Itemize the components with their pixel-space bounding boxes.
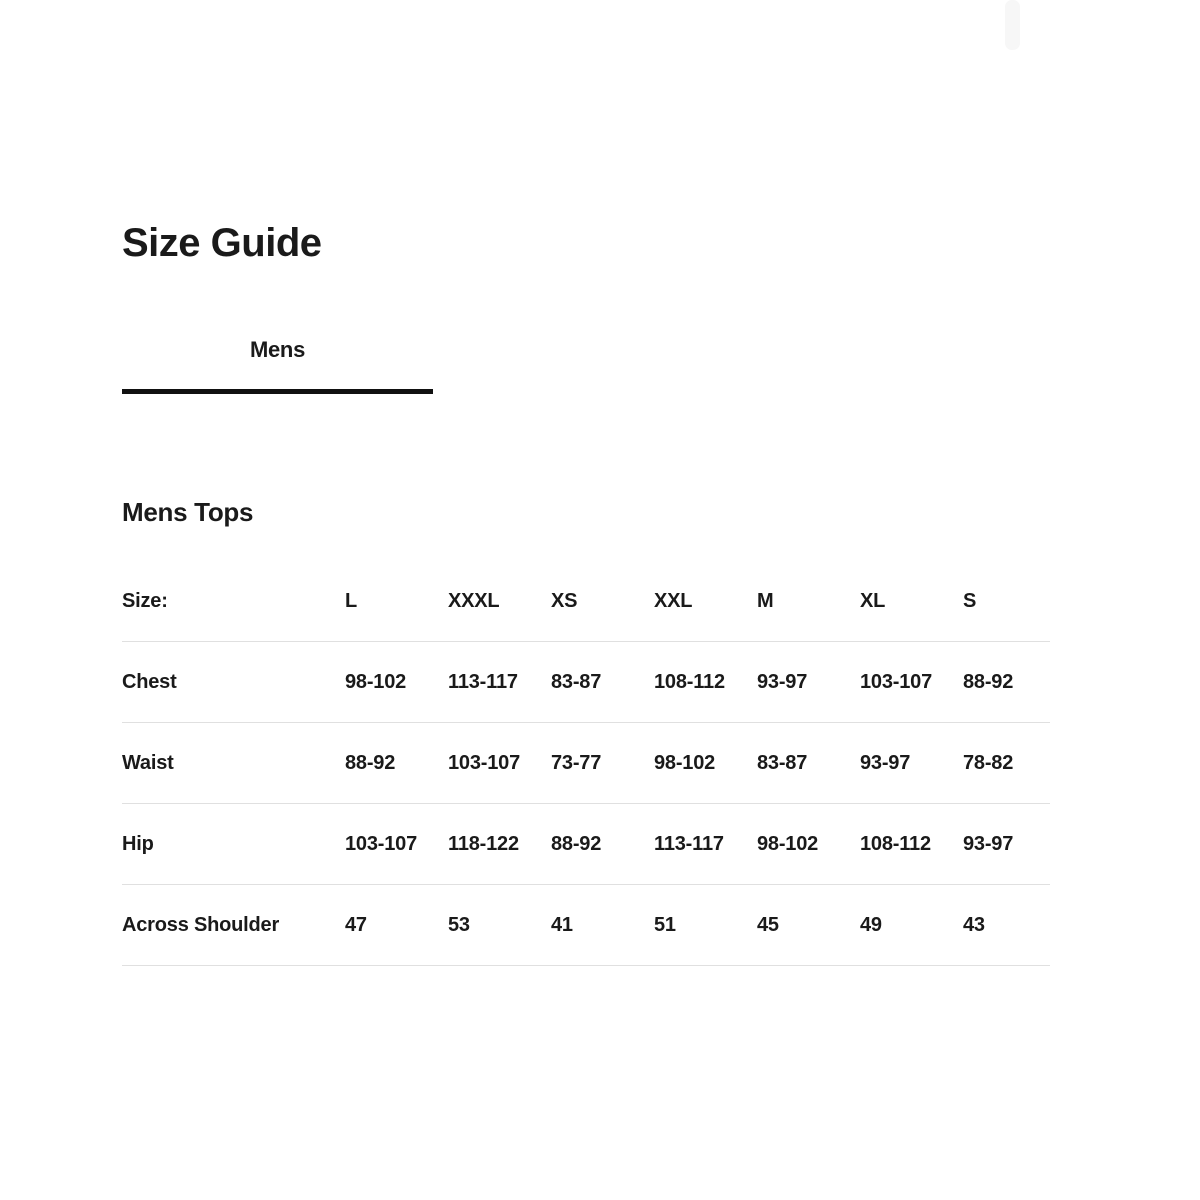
tab-bar	[122, 337, 1050, 394]
column-header-xs: XS	[551, 589, 578, 612]
cell-value: 78-82	[963, 751, 1014, 774]
table-row-chest	[122, 642, 1050, 723]
cell-value: 41	[551, 913, 573, 936]
cell-value: 118-122	[448, 832, 519, 855]
cell-value: 43	[963, 913, 985, 936]
column-header-m: M	[757, 589, 774, 612]
cell-value: 108-112	[860, 832, 931, 855]
cell-value: 45	[757, 913, 779, 936]
cell-value: 108-112	[654, 670, 725, 693]
size-table	[122, 561, 1050, 966]
cell-value: 113-117	[448, 670, 518, 693]
cell-value: 93-97	[963, 832, 1014, 855]
cell-value: 49	[860, 913, 882, 936]
cell-value: 83-87	[551, 670, 602, 693]
cell-value: 47	[345, 913, 367, 936]
size-header-label: Size:	[122, 589, 168, 612]
cell-value: 88-92	[551, 832, 602, 855]
column-header-xl: XL	[860, 589, 886, 612]
table-header-row	[122, 561, 1050, 642]
cell-value: 98-102	[757, 832, 819, 855]
row-label: Hip	[122, 832, 154, 855]
column-header-s: S	[963, 589, 977, 612]
tab-mens-label: Mens	[249, 337, 306, 362]
table-row-waist	[122, 723, 1050, 804]
scrollbar-thumb[interactable]	[1005, 0, 1020, 50]
row-label: Waist	[122, 751, 174, 774]
cell-value: 98-102	[654, 751, 716, 774]
page-title: Size Guide	[122, 221, 322, 265]
cell-value: 103-107	[345, 832, 417, 855]
column-header-l: L	[345, 589, 358, 612]
row-label: Chest	[122, 670, 177, 693]
column-header-xxl: XXL	[654, 589, 693, 612]
cell-value: 93-97	[757, 670, 808, 693]
section-heading: Mens Tops	[122, 497, 254, 527]
cell-value: 113-117	[654, 832, 724, 855]
cell-value: 98-102	[345, 670, 407, 693]
row-label: Across Shoulder	[122, 913, 280, 936]
cell-value: 83-87	[757, 751, 808, 774]
cell-value: 88-92	[345, 751, 396, 774]
cell-value: 73-77	[551, 751, 602, 774]
cell-value: 88-92	[963, 670, 1014, 693]
cell-value: 53	[448, 913, 470, 936]
column-header-xxxl: XXXL	[448, 589, 500, 612]
tab-mens[interactable]	[122, 337, 433, 394]
cell-value: 51	[654, 913, 676, 936]
cell-value: 103-107	[448, 751, 520, 774]
cell-value: 93-97	[860, 751, 911, 774]
table-row-across-shoulder	[122, 885, 1050, 966]
table-row-hip	[122, 804, 1050, 885]
cell-value: 103-107	[860, 670, 932, 693]
